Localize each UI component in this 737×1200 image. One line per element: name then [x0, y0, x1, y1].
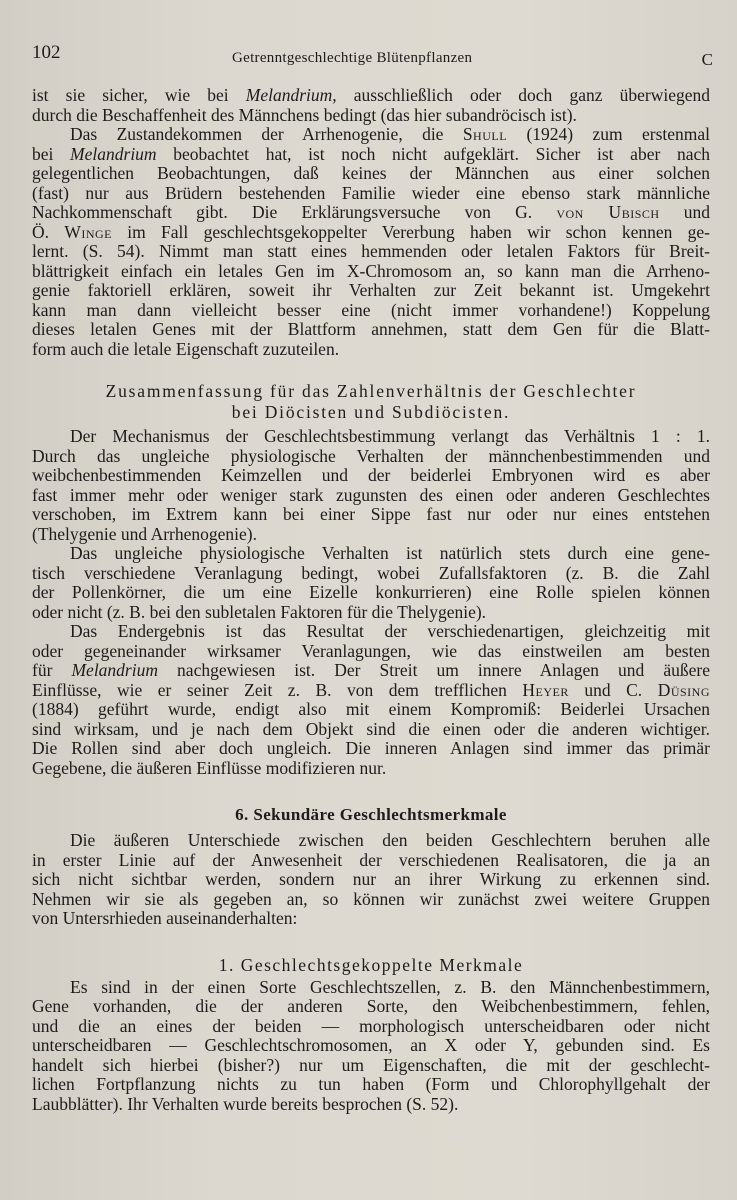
section-heading-secondary-traits: 6. Sekundäre Geschlechtsmerkmale — [235, 805, 507, 824]
text-line: gelegentlichen Beobachtungen, daß keines der Männchen aus einer solchen — [32, 163, 710, 183]
text-line: dieses letalen Genes mit der Blattform annehmen, statt dem Gen für die Blatt- — [32, 319, 710, 339]
text-line: Der Mechanismus der Geschlechtsbestimmung verlangt das Verhältnis 1 : 1. — [70, 426, 710, 446]
author-name: Shull — [462, 124, 508, 144]
text-line: und die an eines der beiden — morphologisch unterscheidbaren oder nicht — [32, 1015, 710, 1036]
subsection-heading-sex-linked: 1. Geschlechtsgekoppelte Merkmale — [218, 954, 524, 975]
running-head — [32, 42, 713, 68]
text-line: Nachkommenschaft gibt. Die Erklärungsversuche von G. von Ubisch und — [32, 202, 711, 222]
paragraph — [32, 86, 710, 125]
paragraph — [32, 978, 710, 1115]
text-line: bei Melandrium beobachtet hat, ist noch nicht aufgeklärt. Sicher ist aber nach — [32, 143, 710, 164]
running-title: Getrenntgeschlechtige Blütenpflanzen — [232, 50, 473, 66]
text-line: fast immer mehr oder weniger stark zugunsten des einen oder anderen Geschlechtes — [32, 484, 710, 505]
text-line: verschoben, im Extrem kann bei einer Sippe fast nur oder nur eines entstehen — [32, 504, 710, 524]
author-name: Düsing — [657, 679, 710, 700]
section-secondary-traits — [32, 831, 710, 929]
text-line: Gegebene, die äußeren Einflüsse modifizieren nur. — [32, 757, 387, 778]
text-line: Das ungleiche physiologische Verhalten ist natürlich stets durch eine gene- — [70, 543, 710, 563]
paragraph — [32, 544, 710, 622]
text-line: weibchenbestimmenden Keimzellen und der beiderlei Embryonen wird es aber — [32, 465, 710, 485]
text-line: kann man dann vielleicht besser eine (nicht immer vorhandene!) Koppelung — [32, 299, 710, 320]
paragraph — [32, 125, 710, 359]
text-line: von Untersrhieden auseinanderhalten: — [32, 908, 298, 928]
text-line: sind wirksam, und je nach dem Objekt sind die einen oder die anderen wichtiger. — [32, 718, 710, 739]
text-line: ist sie sicher, wie bei Melandrium, ausschließlich oder doch ganz überwiegend — [32, 85, 710, 105]
text-line: durch die Beschaffenheit des Männchens bedingt (das hier subandröcisch ist). — [32, 104, 577, 125]
section-sex-linked-traits — [32, 978, 710, 1115]
text-line: der Pollenkörner, die um eine Eizelle konkurrieren) eine Rolle spielen können — [32, 582, 710, 602]
text-line: Das Endergebnis ist das Resultat der verschiedenartigen, gleichzeitig mit — [70, 621, 710, 641]
text-line: Das Zustandekommen der Arrhenogenie, die Shull (1924) zum erstenmal — [70, 124, 710, 144]
summary-heading-line-2: bei Diöcisten und Subdiöcisten. — [231, 402, 511, 422]
text-line: oder gegeneinander wirksamer Veranlagungen, wie das einstweilen am besten — [32, 640, 710, 661]
paragraph — [32, 831, 710, 929]
text-line: (fast) nur aus Brüdern bestehenden Familie wieder eine ebenso stark männliche — [32, 182, 710, 203]
text-line: handelt sich hierbei (bisher?) nur um Eigenschaften, die mit der geschlecht- — [32, 1054, 710, 1075]
text-line: Gene vorhanden, die der anderen Sorte, den Weibchenbestimmern, fehlen, — [32, 996, 710, 1016]
text-line: Ö. Winge im Fall geschlechtsgekoppelter Vererbung haben wir schon kennen ge- — [32, 221, 711, 242]
section-summary — [32, 427, 710, 778]
text-line: form auch die letale Eigenschaft zuzuteilen. — [32, 338, 340, 359]
text-line: oder nicht (z. B. bei den subletalen Faktoren für die Thelygenie). — [32, 601, 487, 622]
text-line: lernt. (S. 54). Nimmt man statt eines hemmenden oder letalen Faktors für Breit- — [32, 241, 710, 261]
text-line: Laubblätter). Ihr Verhalten wurde bereits besprochen (S. 52). — [32, 1093, 459, 1114]
author-name: von Ubisch — [556, 202, 660, 222]
text-line: für Melandrium nachgewiesen ist. Der Streit um innere Anlagen und äußere — [32, 660, 710, 680]
text-line: in erster Linie auf der Anwesenheit der verschiedenen Realisatoren, die ja an — [32, 849, 710, 870]
text-line: lichen Fortpflanzung nichts zu tun haben (Form und Chlorophyllgehalt der — [32, 1074, 710, 1094]
text-line: genie faktoriell erklären, soweit ihr Verhalten zur Zeit bekannt ist. Umgekehrt — [32, 280, 710, 300]
italic-term: Melandrium, — [245, 85, 337, 105]
page-number: 102 — [32, 42, 61, 63]
text-line: (Thelygenie und Arrhenogenie). — [32, 523, 257, 544]
section-letter: C — [701, 50, 713, 69]
paragraph — [32, 622, 710, 778]
text-line: tisch verschiedene Veranlagung bedingt, wobei Zufallsfaktoren (z. B. die Zahl — [32, 562, 710, 583]
italic-term: Melandrium — [71, 660, 158, 680]
text-line: Einflüsse, wie er seiner Zeit z. B. von dem trefflichen Heyer und C. Düsing — [32, 679, 710, 700]
text-line: unterscheidbaren — Geschlechtschromosomen, an X oder Y, gebunden sind. Es — [32, 1035, 710, 1055]
author-name: Winge — [64, 221, 112, 242]
text-line: sich nicht sichtbar werden, sondern nur an ihrer Wirkung zu erkennen sind. — [32, 869, 710, 889]
paragraph — [32, 427, 710, 544]
text-line: (1884) geführt wurde, endigt also mit einem Kompromiß: Beiderlei Ursachen — [32, 699, 710, 719]
text-line: Die äußeren Unterschiede zwischen den beiden Geschlechtern beruhen alle — [70, 830, 710, 850]
section-arrhenogenie — [32, 86, 710, 359]
text-line: Durch das ungleiche physiologische Verhalten der männchenbestimmenden und — [32, 445, 710, 466]
text-line: blättrigkeit einfach ein letales Gen im X-Chromosom an, so kann man die Arrheno- — [32, 260, 710, 281]
text-line: Nehmen wir sie als gegeben an, so können wir zunächst zwei weitere Gruppen — [32, 888, 710, 909]
text-line: Die Rollen sind aber doch ungleich. Die inneren Anlagen sind immer das primär — [32, 738, 710, 758]
summary-heading-line-1: Zusammenfassung für das Zahlenverhältnis der Geschlechter — [105, 381, 637, 401]
text-line: Es sind in der einen Sorte Geschlechtszellen, z. B. den Männchenbestimmern, — [70, 976, 710, 997]
italic-term: Melandrium — [70, 143, 157, 164]
text-column — [32, 86, 710, 1114]
author-name: Heyer — [522, 679, 569, 700]
